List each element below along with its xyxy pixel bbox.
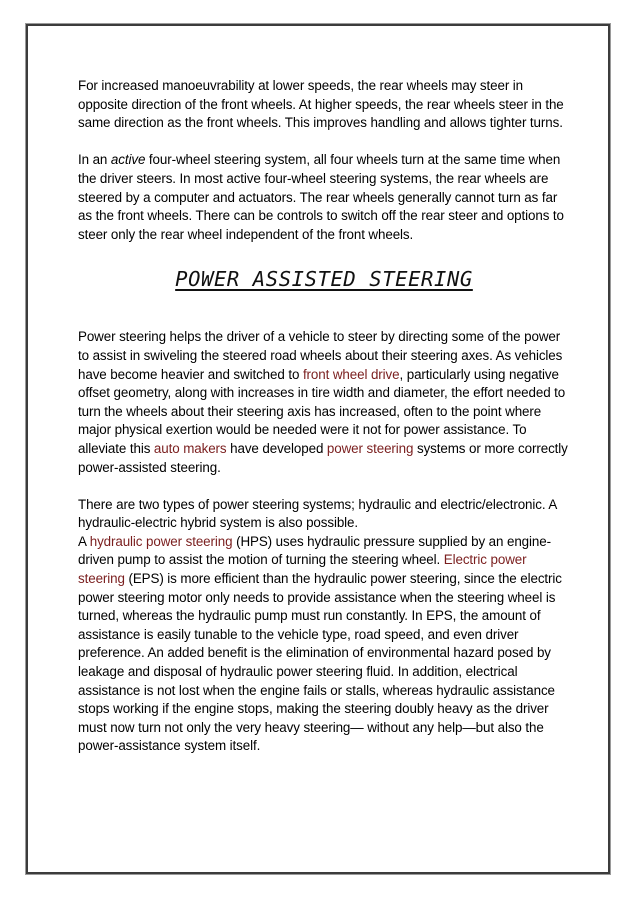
link-hydraulic-power-steering[interactable]: hydraulic power steering (89, 533, 233, 549)
paragraph-text: For increased manoeuvrability at lower speeds, the rear wheels may steer in opposite direction of the front wheels. At higher speeds, the rear wheels steer in the same direction as the front wheels. This improves handling and allows tighter turns. (78, 78, 564, 131)
paragraph-text: (HPS) uses hydraulic pressure supplied by an engine-driven pump to assist the motion of turning the steering wheel. (78, 533, 551, 568)
paragraph-power-steering-intro (78, 328, 570, 477)
heading-power-assisted-steering: POWER ASSISTED STEERING (175, 267, 473, 292)
link-electric-power-steering[interactable]: Electric power steering (78, 552, 527, 587)
emphasis-active: active (110, 152, 146, 168)
paragraph-text: A (78, 533, 90, 549)
paragraph-rear-wheel-steering (78, 77, 570, 133)
paragraph-text: have developed (226, 440, 327, 456)
paragraph-text: There are two types of power steering systems; hydraulic and electric/electronic. A hydraulic-electric hybrid system is also possible. (78, 496, 557, 531)
paragraph-text: Power steering helps the driver of a vehicle to steer by directing some of the power to assist in swiveling the steered road wheels about their steering axes. As vehicles have become heavier and switched to (78, 329, 563, 382)
paragraph-types-of-power-steering (78, 496, 570, 756)
link-front-wheel-drive[interactable]: front wheel drive (302, 366, 400, 382)
paragraph-text: systems or more correctly power-assisted steering. (78, 440, 568, 475)
paragraph-text: , particularly using negative offset geometry, along with increases in tire width and diameter, the effort needed to turn the wheels about their steering axis has increased, often to the point where major physical exertion would be needed were it not for power assistance. To alleviate this (78, 366, 566, 456)
link-power-steering[interactable]: power steering (326, 440, 414, 456)
paragraph-text: (EPS) is more efficient than the hydraulic power steering, since the electric power steering motor only needs to provide assistance when the steering wheel is turned, whereas the hydraulic pump must run constantly. In EPS, the amount of assistance is easily tunable to the vehicle type, road speed, and even driver preference. An added benefit is the elimination of environmental hazard posed by leakage and disposal of hydraulic power steering fluid. In addition, electrical assistance is not lost when the engine fails or stalls, whereas hydraulic assistance stops working if the engine stops, making the steering doubly heavy as the driver must now turn not only the very heavy steering— without any help—but also the power-assistance system itself. (78, 571, 562, 754)
paragraph-text: four-wheel steering system, all four wheels turn at the same time when the driver steers. In most active four-wheel steering systems, the rear wheels are steered by a computer and actuators. The rear wheels generally cannot turn as far as the front wheels. There can be controls to switch off the rear steer and options to steer only the rear wheel independent of the front wheels. (78, 152, 564, 242)
document-body (78, 77, 570, 756)
link-auto-makers[interactable]: auto makers (153, 440, 227, 456)
paragraph-text: In an (78, 152, 111, 168)
section-heading (78, 252, 570, 306)
paragraph-active-four-wheel-steering (78, 151, 570, 244)
